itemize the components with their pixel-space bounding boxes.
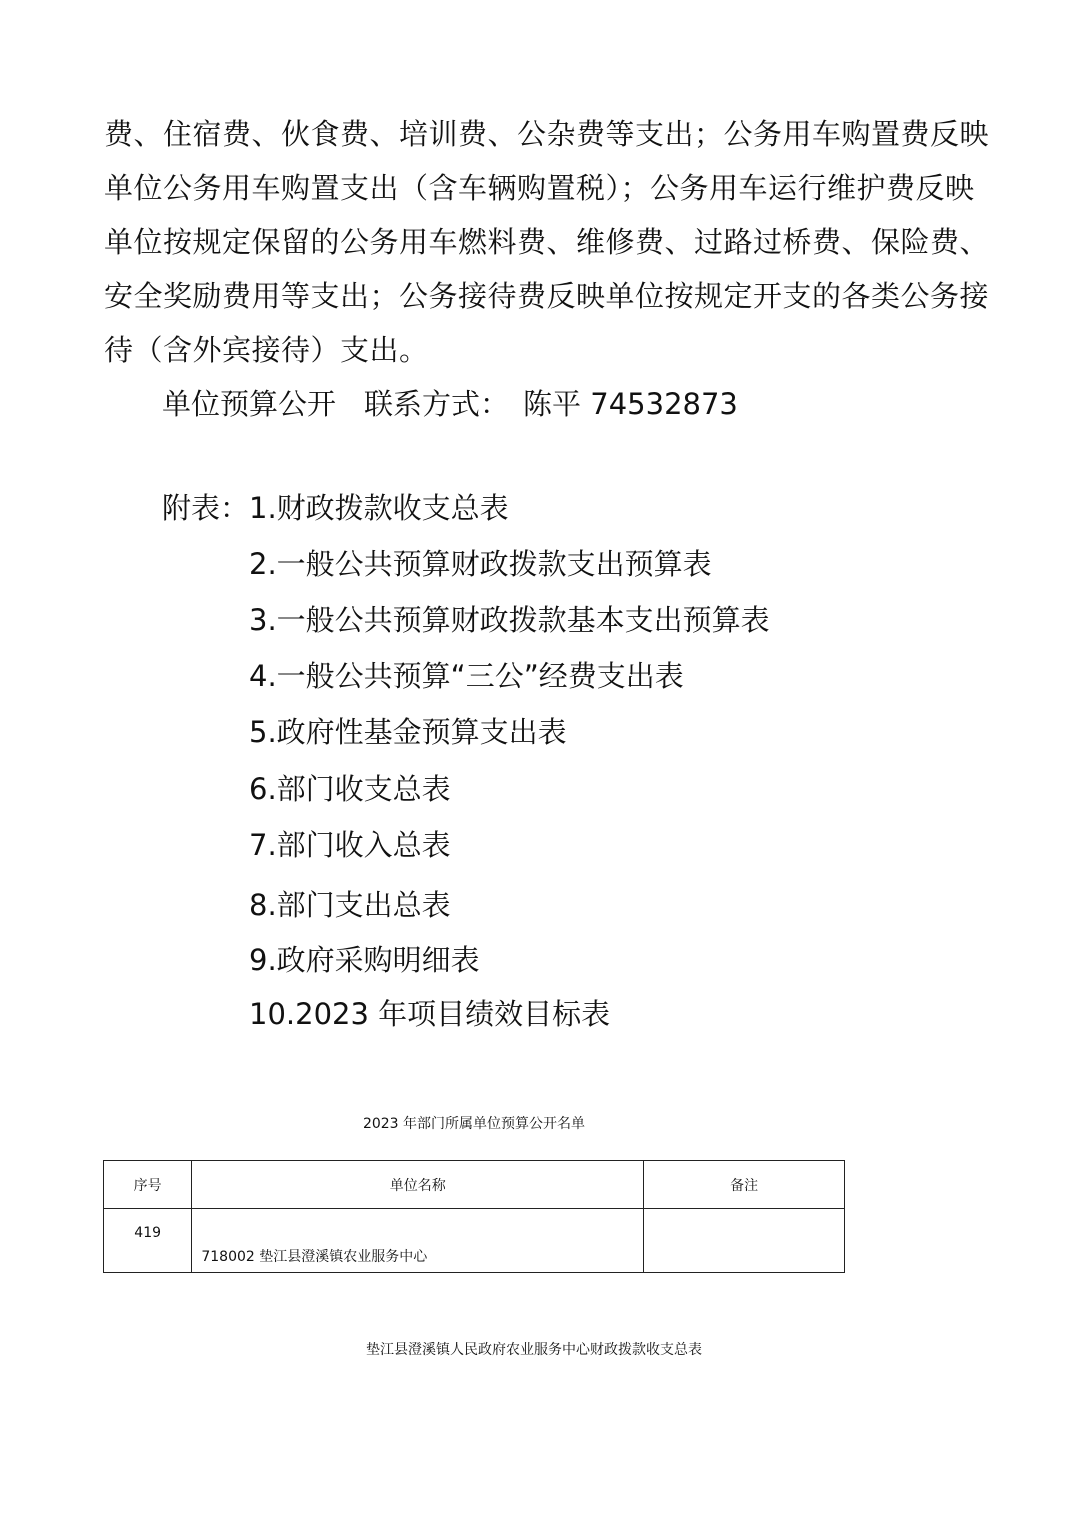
contact-label: 单位预算公开 [162,387,337,421]
attachment-item: 1.财政拨款收支总表 [249,491,509,525]
cell-note [644,1209,845,1273]
attachment-item: 7.部门收入总表 [249,828,451,862]
next-table-title: 垫江县澄溪镇人民政府农业服务中心财政拨款收支总表 [366,1342,702,1358]
attachments-label: 附表： [162,491,250,525]
cell-unit-name: 718002 垫江县澄溪镇农业服务中心 [192,1209,644,1273]
attachment-item: 3.一般公共预算财政拨款基本支出预算表 [249,603,770,637]
contact-method-label: 联系方式： [364,387,510,421]
paragraph-line: 安全奖励费用等支出；公务接待费反映单位按规定开支的各类公务接 [104,279,990,313]
paragraph-line: 单位公务用车购置支出（含车辆购置税）；公务用车运行维护费反映 [104,171,975,205]
roster-table [103,1160,845,1273]
attachment-item: 2.一般公共预算财政拨款支出预算表 [249,547,712,581]
paragraph-line: 待（含外宾接待）支出。 [104,333,429,367]
attachment-item: 8.部门支出总表 [249,888,451,922]
table-header-row [104,1161,845,1209]
contact-phone: 74532873 [590,387,738,421]
table-row [104,1209,845,1273]
paragraph-line: 单位按规定保留的公务用车燃料费、维修费、过路过桥费、保险费、 [104,225,990,259]
header-unit-name: 单位名称 [192,1161,644,1209]
paragraph-line: 费、住宿费、伙食费、培训费、公杂费等支出；公务用车购置费反映 [104,117,990,151]
roster-table-title: 2023 年部门所属单位预算公开名单 [362,1116,586,1132]
cell-seq: 419 [104,1209,192,1273]
header-note: 备注 [644,1161,845,1209]
attachment-item: 6.部门收支总表 [249,772,451,806]
contact-line [162,384,738,424]
contact-person: 陈平 [523,387,582,421]
header-seq: 序号 [104,1161,192,1209]
attachment-item: 5.政府性基金预算支出表 [249,715,567,749]
attachment-item: 10.2023 年项目绩效目标表 [249,997,611,1031]
attachment-item: 9.政府采购明细表 [249,943,480,977]
attachment-item: 4.一般公共预算“三公”经费支出表 [249,659,684,693]
